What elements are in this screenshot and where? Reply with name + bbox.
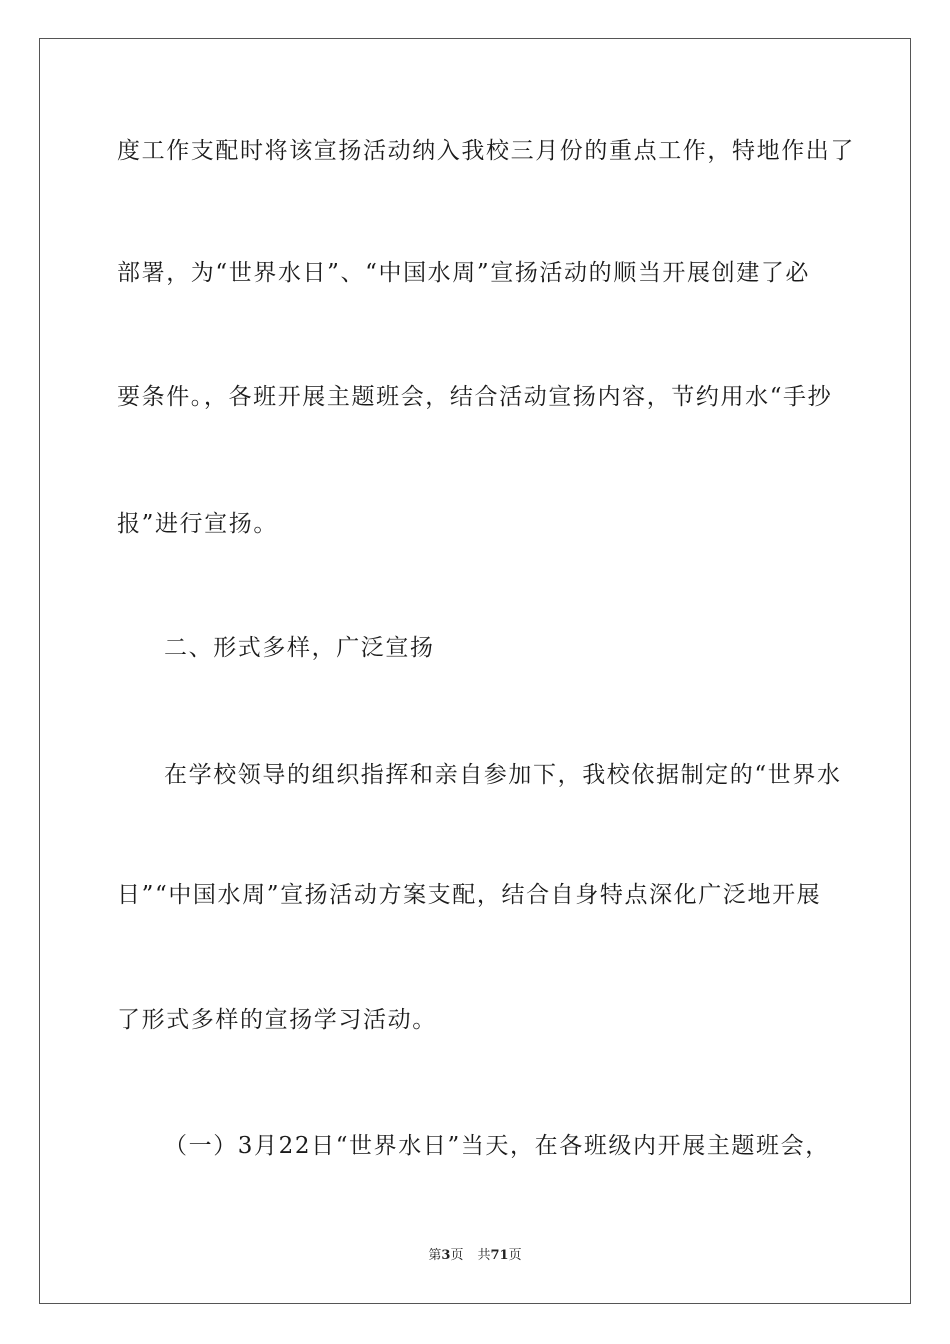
total-prefix: 共 [477,1248,491,1263]
page-border [39,38,911,1304]
paragraph-line: 在学校领导的组织指挥和亲自参加下，我校依据制定的“世界水 [164,762,842,788]
page-number: 3 [441,1248,451,1263]
paragraph-line: 日”“中国水周”宣扬活动方案支配，结合自身特点深化广泛地开展 [117,882,822,908]
paragraph-line: 度工作支配时将该宣扬活动纳入我校三月份的重点工作，特地作出了 [117,138,855,164]
paragraph-line: 报”进行宣扬。 [117,511,278,537]
section-heading: 二、形式多样，广泛宣扬 [164,635,435,661]
paragraph-line: 部署，为“世界水日”、“中国水周”宣扬活动的顺当开展创建了必 [117,260,811,286]
total-pages: 71 [490,1248,509,1263]
page-prefix: 第 [428,1248,442,1263]
paragraph-line: 了形式多样的宣扬学习活动。 [117,1007,437,1033]
paragraph-line: 要条件。，各班开展主题班会，结合活动宣扬内容，节约用水“手抄 [117,384,833,410]
total-suffix: 页 [508,1248,522,1263]
page-suffix: 页 [450,1248,464,1263]
paragraph-line: （一）3月22日“世界水日”当天，在各班级内开展主题班会， [164,1133,830,1159]
page-footer [0,1247,950,1265]
